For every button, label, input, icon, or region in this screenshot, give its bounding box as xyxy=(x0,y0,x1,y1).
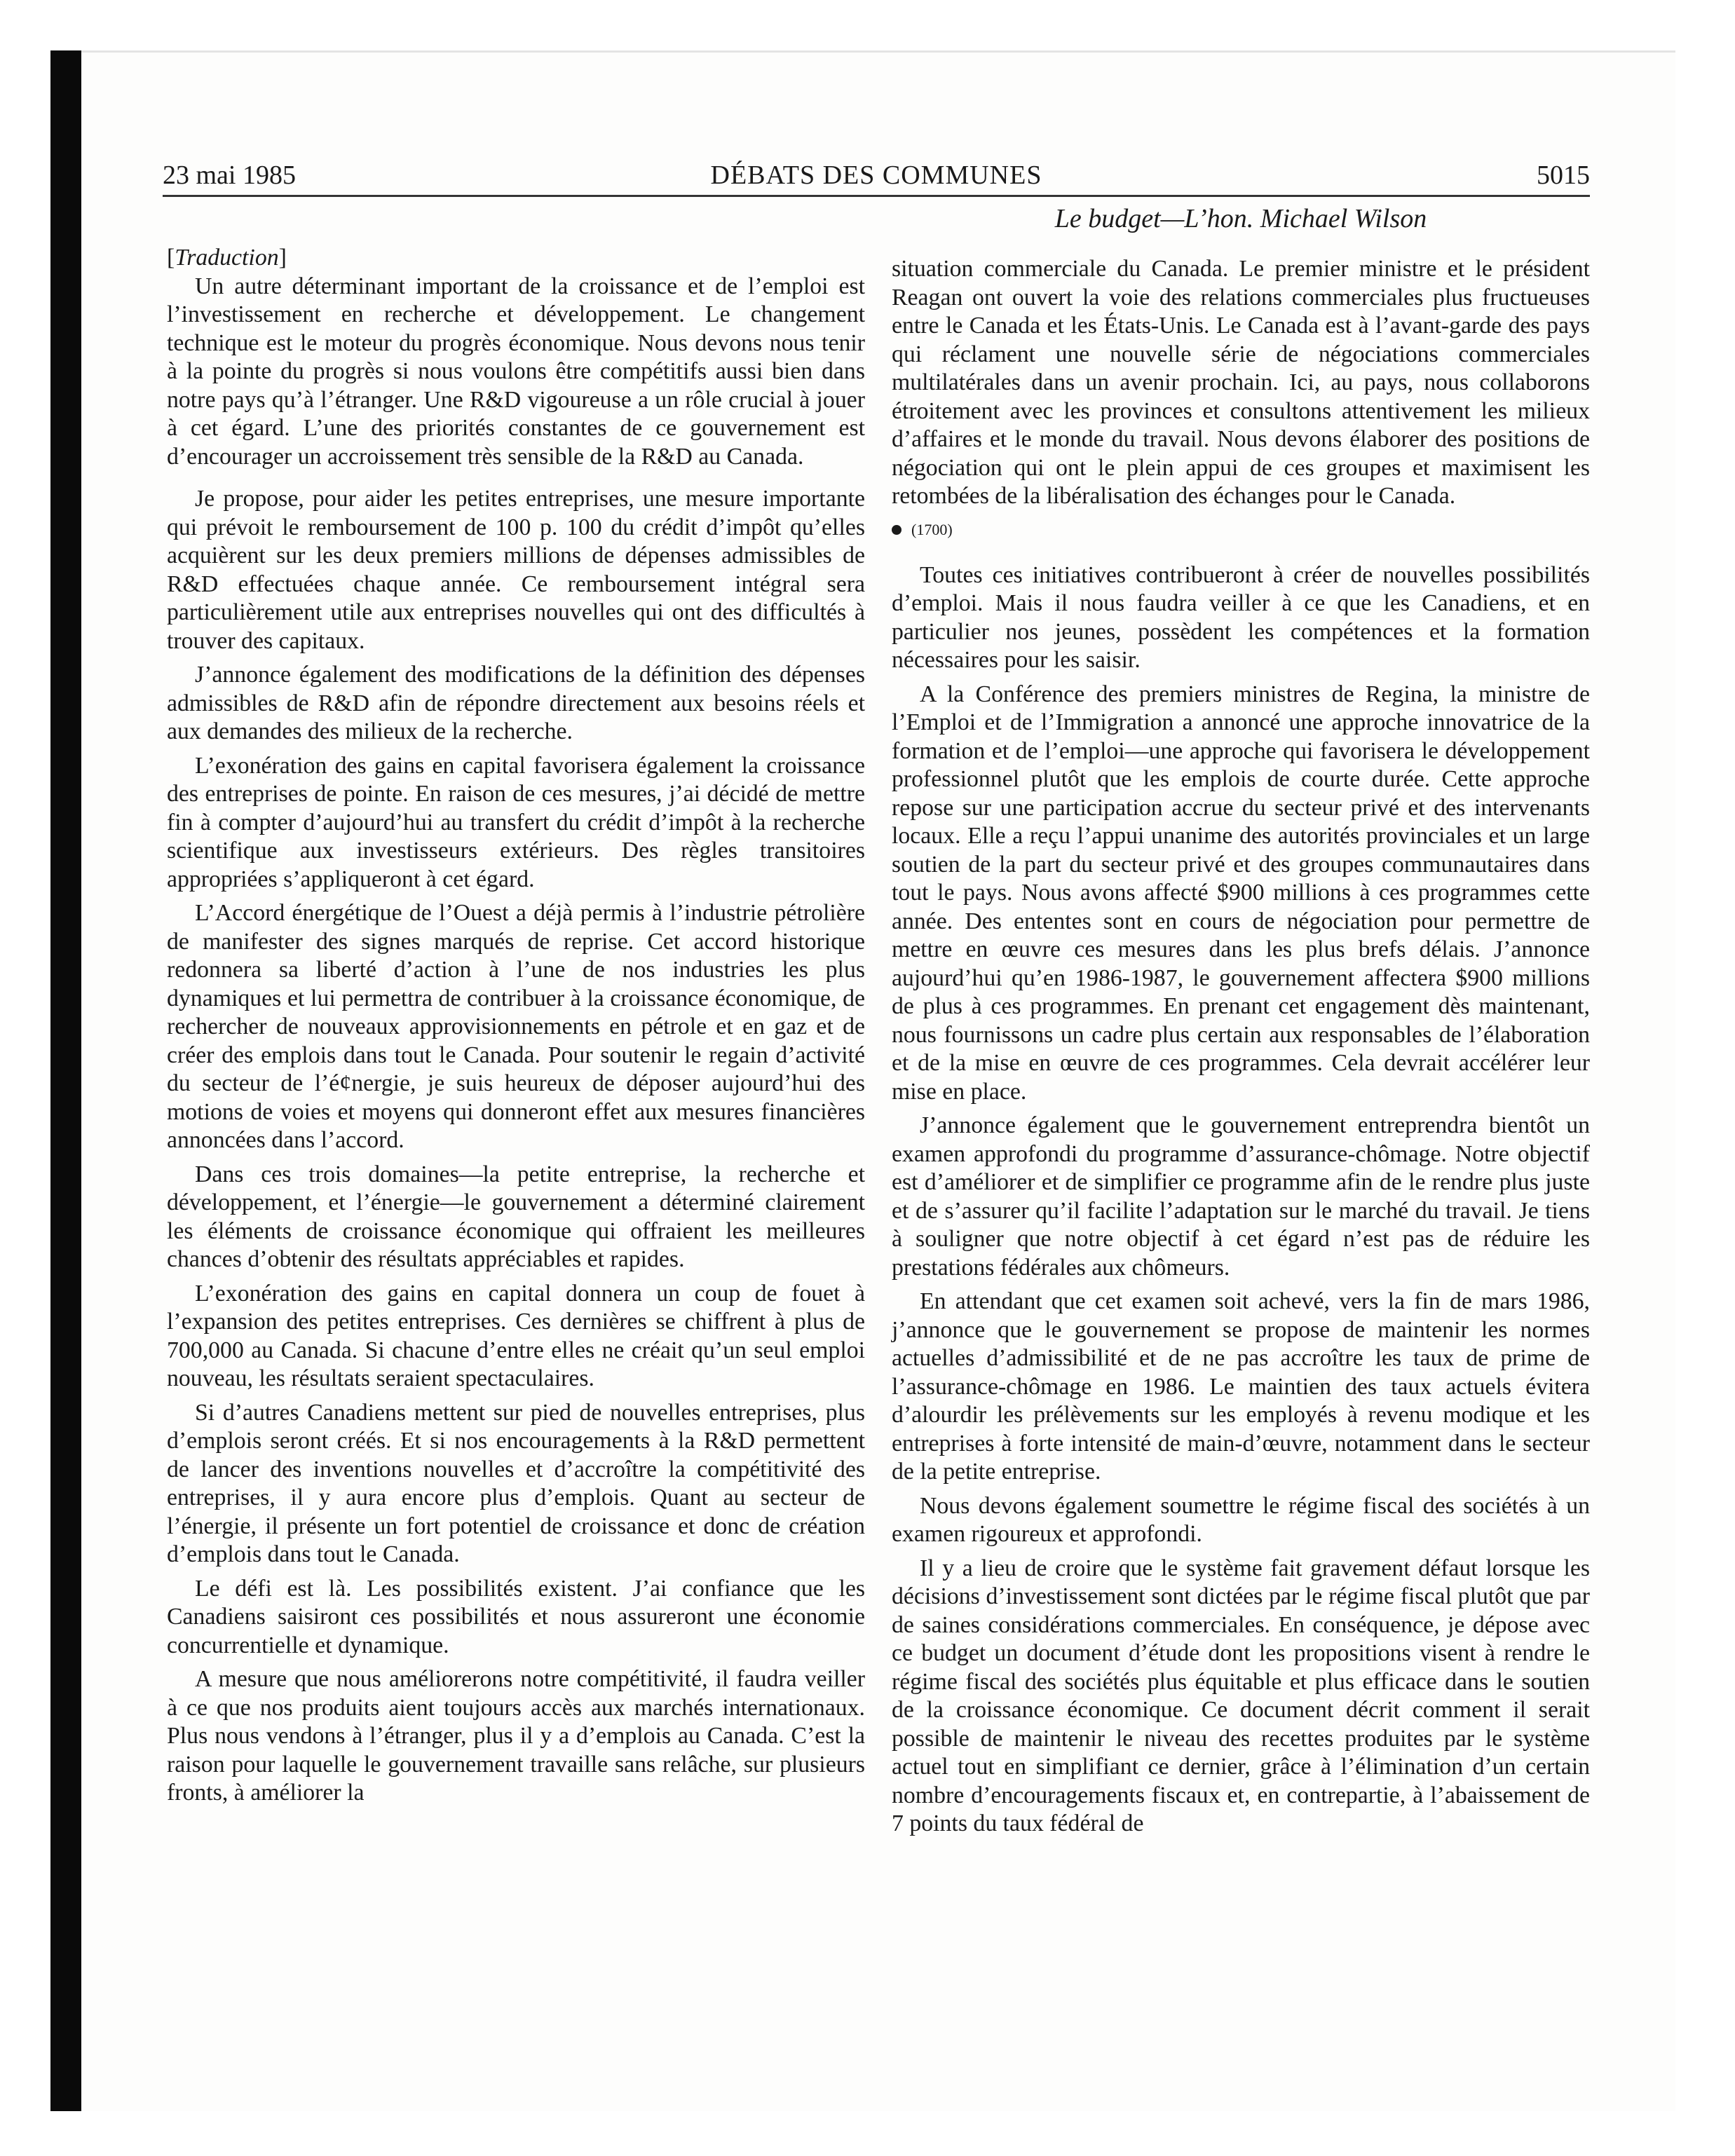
paragraph: L’exonération des gains en capital favorisera également la croissance des entreprises de pointe. En raison de ces mesures, j’ai décidé de mettre fin à compter d’aujourd’hui au transfert du crédit d’impôt à la recherche scientifique aux investisseurs extérieurs. Des règles transitoires appropriées s’appliqueront à cet égard. xyxy=(167,752,865,892)
paragraph: Je propose, pour aider les petites entreprises, une mesure importante qui prévoit le remboursement de 100 p. 100 du crédit d’impôt qu’elles acquièrent sur les deux premiers millions de dépenses admissibles de R&D effectuées chaque année. Ce remboursement intégral sera particulièrement utile aux entreprises nouvelles qui ont des difficultés à trouver des capitaux. xyxy=(167,486,865,654)
header-page-number: 5015 xyxy=(1537,161,1590,190)
translation-label-text: Traduction xyxy=(175,245,279,271)
translation-label: [Traduction] xyxy=(167,245,287,271)
paragraph: J’annonce également que le gouvernement entreprendra bientôt un examen approfondi du programme d’assurance-chômage. Notre objectif est d’améliorer et de simplifier ce programme afin de le rendre plus juste et de s’assurer qu’il facilite l’adaptation sur le marché du travail. Je tiens à souligner que notre objectif à cet égard n’est pas de réduire les prestations fédérales aux chômeurs. xyxy=(892,1112,1590,1281)
paragraph: A la Conférence des premiers ministres de Regina, la ministre de l’Emploi et de l’Immigration a annoncé une approche innovatrice de la formation et de l’emploi—une approche qui favorisera le développement professionnel plutôt que les emplois de courte durée. Cette approche repose sur une participation accrue du secteur privé et des intervenants locaux. Elle a reçu l’appui unanime des autorités provinciales et un large soutien de la part du secteur privé et des groupes communautaires dans tout le pays. Nous avons affecté $900 millions à ces programmes cette année. Des ententes sont en cours de négociation pour permettre de mettre en œuvre ces mesures dans les plus brefs délais. J’annonce aujourd’hui qu’en 1986-1987, le gouvernement affectera $900 millions de plus à ces programmes. En prenant cet engagement dès maintenant, nous fournissons un cadre plus certain aux responsables de l’élaboration et de la mise en œuvre de ces programmes. Cela devrait accélérer leur mise en place. xyxy=(892,681,1590,1105)
running-head: Le budget—L’hon. Michael Wilson xyxy=(1054,204,1427,233)
header-title: DÉBATS DES COMMUNES xyxy=(710,161,1042,190)
time-marker-text: (1700) xyxy=(911,520,953,538)
paragraph: Le défi est là. Les possibilités existent. J’ai confiance que les Canadiens saisiront ces possibilités et nous assureront une économie concurrentielle et dynamique. xyxy=(167,1575,865,1658)
paragraph: Un autre déterminant important de la croissance et de l’emploi est l’investissement en recherche et développement. Le changement technique est le moteur du progrès économique. Nous devons nous tenir à la pointe du progrès si nous voulons être compétitifs aussi bien dans notre pays qu’à l’étranger. Une R&D vigoureuse a un rôle crucial à jouer à cet égard. L’une des priorités constantes de ce gouvernement est d’encourager un accroissement très sensible de la R&D au Canada. xyxy=(167,273,865,470)
paragraph: En attendant que cet examen soit achevé, vers la fin de mars 1986, j’annonce que le gouvernement se propose de maintenir les normes actuelles d’admissibilité et de ne pas accroître les taux de prime de l’assurance-chômage en 1986. Le maintien des taux actuels évitera d’alourdir les prélèvements sur les employés à revenu modique et les entreprises à forte intensité de main-d’œuvre, notamment dans le secteur de la petite entreprise. xyxy=(892,1288,1590,1485)
scan-edge-bar xyxy=(50,50,81,2111)
paragraph: Nous devons également soumettre le régime fiscal des sociétés à un examen rigoureux et approfondi. xyxy=(892,1492,1590,1547)
continued-paragraph: situation commerciale du Canada. Le premier ministre et le président Reagan ont ouvert la voie des relations commerciales plus fructueuses entre le Canada et les États-Unis. Le Canada est à l’avant-garde des pays qui réclament une nouvelle série de négociations commerciales multilatérales dans un avenir prochain. Ici, au pays, nous collaborons étroitement avec les provinces et consultons attentivement les milieux d’affaires et le monde du travail. Nous devons élaborer des positions de négociation qui ont le plein appui de ces groupes et maximisent les retombées de la libéralisation des échanges pour le Canada. xyxy=(892,256,1590,509)
paragraph: Il y a lieu de croire que le système fait gravement défaut lorsque les décisions d’investissement sont dictées par le régime fiscal plutôt que par de saines considérations commerciales. En conséquence, je dépose avec ce budget un document d’étude dont les propositions visent à rendre le régime fiscal des sociétés plus équitable et plus efficace dans le soutien de la croissance économique. Ce document décrit comment il serait possible de maintenir le niveau des recettes produites par le système actuel tout en simplifiant ce dernier, grâce à l’élimination d’un certain nombre d’encouragements fiscaux et, en contrepartie, à l’abaissement de 7 points du taux fédéral de xyxy=(892,1555,1590,1836)
paragraph: L’exonération des gains en capital donnera un coup de fouet à l’expansion des petites entreprises. Ces dernières se chiffrent à plus de 700,000 au Canada. Si chacune d’entre elles ne créait qu’un seul emploi nouveau, les résultats seraient spectaculaires. xyxy=(167,1280,865,1391)
page-header xyxy=(163,153,1590,197)
paragraph: Si d’autres Canadiens mettent sur pied de nouvelles entreprises, plus d’emplois seront créés. Et si nos encouragements à la R&D permettent de lancer des inventions nouvelles et d’accroître la compétitivité des entreprises, il y aura encore plus d’emplois. Quant au secteur de l’énergie, il présente un fort potentiel de croissance et donc de création d’emplois dans tout le Canada. xyxy=(167,1399,865,1567)
paragraph: L’Accord énergétique de l’Ouest a déjà permis à l’industrie pétrolière de manifester des signes marqués de reprise. Cet accord historique redonnera sa liberté d’action à l’une de nos industries les plus dynamiques et lui permettra de contribuer à la croissance économique, de rechercher de nouveaux approvisionnements en pétrole et en gaz et de créer des emplois dans tout le Canada. Pour soutenir le regain d’activité du secteur de l’é¢nergie, je suis heureux de déposer aujourd’hui des motions de voies et moyens qui donneront effet aux mesures financières annoncées dans l’accord. xyxy=(167,900,865,1153)
paragraph: Toutes ces initiatives contribueront à créer de nouvelles possibilités d’emploi. Mais il nous faudra veiller à ce que les Canadiens, et en particulier nos jeunes, possèdent les compétences et la formation nécessaires pour les saisir. xyxy=(892,561,1590,673)
right-column xyxy=(892,255,1590,1844)
paragraph: J’annonce également des modifications de la définition des dépenses admissibles de R&D afin de répondre directement aux besoins réels et aux demandes des milieux de la recherche. xyxy=(167,662,865,744)
paragraph: A mesure que nous améliorerons notre compétitivité, il faudra veiller à ce que nos produits aient toujours accès aux marchés internationaux. Plus nous vendons à l’étranger, plus il y a d’emplois au Canada. C’est la raison pour laquelle le gouvernement travaille sans relâche, sur plusieurs fronts, à améliorer la xyxy=(167,1666,865,1806)
bullet-icon xyxy=(892,525,901,535)
paragraph: Dans ces trois domaines—la petite entreprise, la recherche et développement, et l’énergie—le gouvernement a déterminé clairement les éléments de croissance économique qui offraient les meilleures chances d’obtenir des résultats appréciables et rapides. xyxy=(167,1161,865,1272)
header-date: 23 mai 1985 xyxy=(163,161,296,190)
time-marker xyxy=(892,519,1590,540)
left-column xyxy=(167,244,865,1813)
